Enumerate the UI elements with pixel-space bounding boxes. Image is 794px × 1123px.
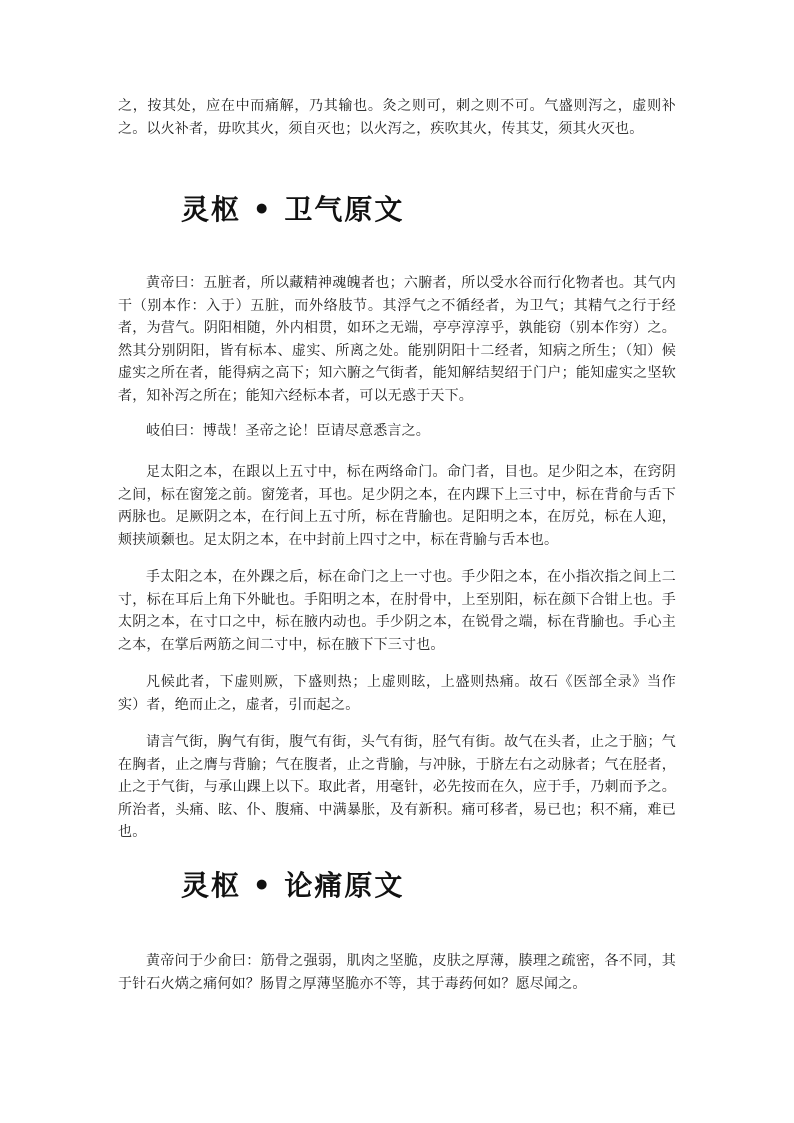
weiqi-paragraph-1: 黄帝曰：五脏者，所以藏精神魂魄者也；六腑者，所以受水谷而行化物者也。其气内干（别本作：入于）五脏，而外络肢节。其浮气之不循经者，为卫气；其精气之行于经者，为营气。阴阳相随，外内相贯，如环之无端，亭亭淳淳乎，孰能窃（别本作穷）之。然其分别阴阳，皆有标本、虚实、所离之处。能别阴阳十二经者，知病之所生；（知）候虚实之所在者，能得病之高下；知六腑之气街者，能知解结契绍于门户；能知虚实之坚软者，知补泻之所在；能知六经标本者，可以无惑于天下。 — [118, 275, 676, 404]
weiqi-paragraph-6: 请言气街，胸气有街，腹气有街，头气有街，胫气有街。故气在头者，止之于脑；气在胸者，止之膺与背腧；气在腹者，止之背腧，与冲脉，于脐左右之动脉者；气在胫者，止之于气街，与承山踝上以下。取此者，用毫针，必先按而在久，应于手，乃刺而予之。所治者，头痛、眩、仆、腹痛、中满暴胀，及有新积。痛可移者，易已也；积不痛，难已也。 — [118, 734, 676, 840]
weiqi-paragraph-3: 足太阳之本，在跟以上五寸中，标在两络命门。命门者，目也。足少阳之本，在窍阴之间，标在窗笼之前。窗笼者，耳也。足少阴之本，在内踝下上三寸中，标在背俞与舌下两脉也。足厥阴之本，在行间上五寸所，标在背腧也。足阳明之本，在厉兑，标在人迎，颊挟颃颡也。足太阴之本，在中封前上四寸之中，标在背腧与舌本也。 — [118, 464, 676, 548]
section-title-luntong: 灵枢 • 论痛原文 — [181, 869, 405, 902]
intro-paragraph: 之，按其处，应在中而痛解，乃其输也。灸之则可，刺之则不可。气盛则泻之，虚则补之。以火补者，毋吹其火，须自灭也；以火泻之，疾吹其火，传其艾，须其火灭也。 — [118, 98, 676, 137]
weiqi-paragraph-4: 手太阳之本，在外踝之后，标在命门之上一寸也。手少阳之本，在小指次指之间上二寸，标在耳后上角下外眦也。手阳明之本，在肘骨中，上至别阳，标在颜下合钳上也。手太阴之本，在寸口之中，标在腋内动也。手少阴之本，在锐骨之端，标在背腧也。手心主之本，在掌后两筋之间二寸中，标在腋下下三寸也。 — [118, 569, 676, 653]
weiqi-paragraph-2: 岐伯曰：博哉！圣帝之论！臣请尽意悉言之。 — [146, 423, 430, 439]
section-title-weiqi: 灵枢 • 卫气原文 — [181, 193, 405, 226]
weiqi-paragraph-5: 凡候此者，下虚则厥，下盛则热；上虚则眩，上盛则热痛。故石《医部全录》当作实）者，绝而止之，虚者，引而起之。 — [118, 674, 676, 713]
luntong-paragraph-1: 黄帝问于少俞曰：筋骨之强弱，肌肉之坚脆，皮肤之厚薄，腠理之疏密，各不同，其于针石火焫之痛何如？肠胃之厚薄坚脆亦不等，其于毒药何如？愿尽闻之。 — [118, 953, 676, 992]
